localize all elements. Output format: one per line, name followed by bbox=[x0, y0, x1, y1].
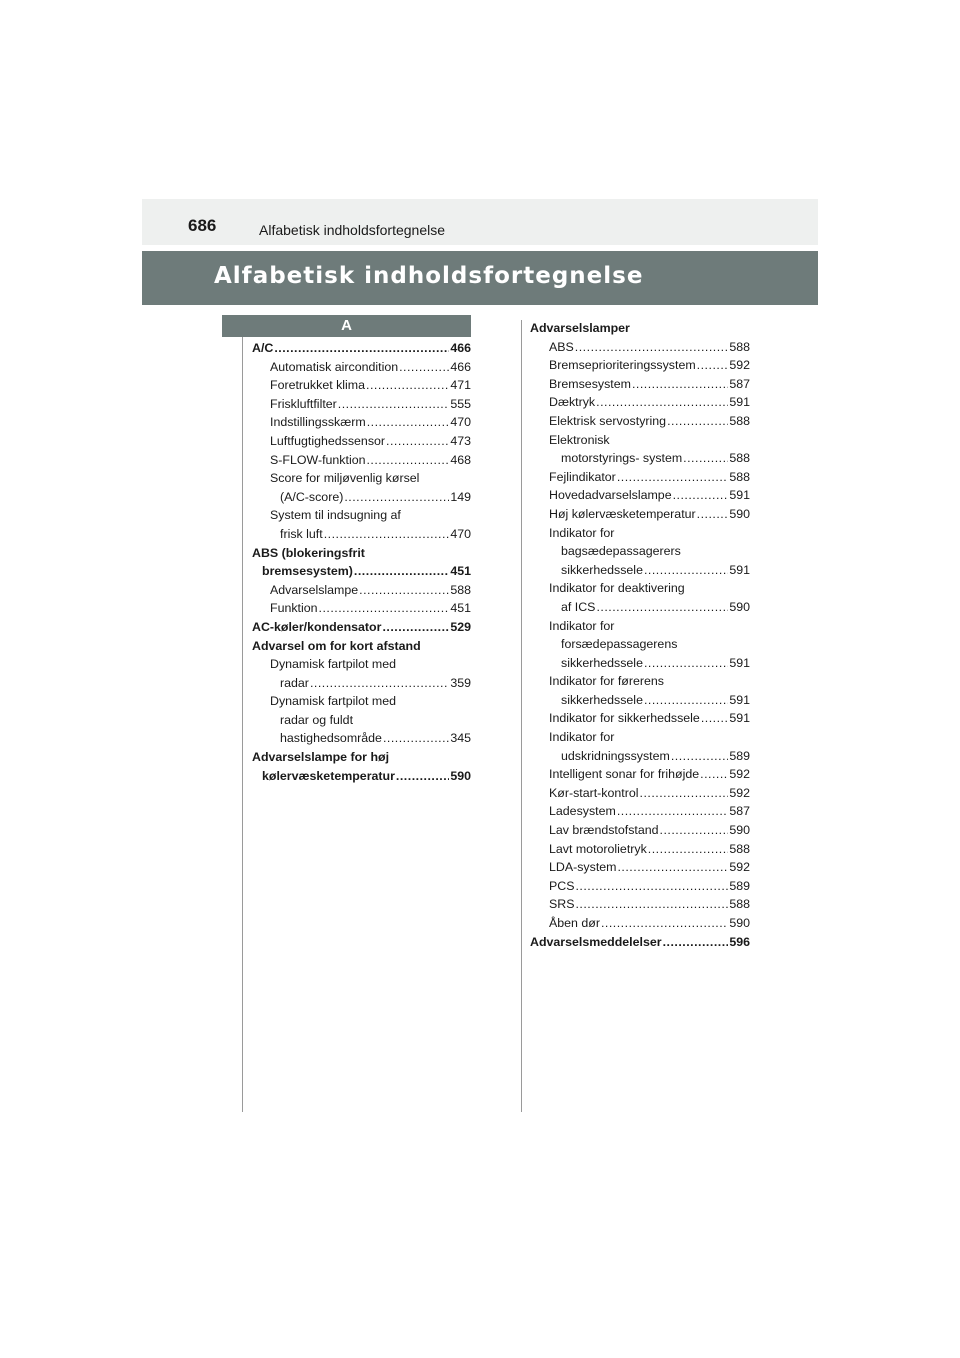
page-number: 686 bbox=[188, 216, 217, 235]
index-subentry-label: forsædepassagerens bbox=[561, 637, 678, 652]
index-subentry[interactable]: Bremseprioriteringssystem ..... 592 bbox=[530, 356, 750, 375]
index-subentry[interactable]: motorstyrings- system ..... 588 bbox=[530, 449, 750, 468]
index-subentry[interactable]: PCS ..... 589 bbox=[530, 877, 750, 896]
index-subentry[interactable]: Luftfugtighedssensor ..... 473 bbox=[252, 432, 471, 451]
index-entry-label: Advarselslamper bbox=[530, 321, 630, 335]
index-subentry[interactable]: Indikator for sikkerhedssele ..... 591 bbox=[530, 709, 750, 728]
index-entry-label: ABS (blokeringsfrit bbox=[252, 545, 365, 560]
index-subentry[interactable]: LDA-system ..... 592 bbox=[530, 858, 750, 877]
index-subentry[interactable]: frisk luft ..... 470 bbox=[252, 525, 471, 544]
letter-heading-a: A bbox=[222, 315, 471, 337]
index-entry-ac-koler[interactable]: AC-køler/kondensator ..... 529 bbox=[252, 618, 471, 637]
index-entry-label: Advarsel om for kort afstand bbox=[252, 638, 421, 653]
index-column-right bbox=[530, 319, 750, 951]
index-subentry[interactable]: radar ..... 359 bbox=[252, 674, 471, 693]
index-column-left bbox=[252, 339, 471, 785]
index-subentry[interactable]: Automatisk aircondition ..... 466 bbox=[252, 358, 471, 377]
index-subentry-label: Dynamisk fartpilot med bbox=[270, 657, 397, 672]
index-subentry[interactable]: Elektrisk servostyring ..... 588 bbox=[530, 412, 750, 431]
index-entry-advarselsmeddelelser[interactable]: Advarselsmeddelelser ..... 596 bbox=[530, 933, 750, 952]
page-title: Alfabetisk indholdsfortegnelse bbox=[214, 263, 644, 289]
index-subentry[interactable]: Åben dør ..... 590 bbox=[530, 914, 750, 933]
running-head: Alfabetisk indholdsfortegnelse bbox=[259, 222, 446, 238]
index-subentry-label: Indikator for deaktivering bbox=[549, 581, 685, 596]
index-subentry[interactable]: Foretrukket klima ..... 471 bbox=[252, 376, 471, 395]
index-subentry[interactable]: sikkerhedssele ..... 591 bbox=[530, 654, 750, 673]
index-subentry[interactable]: Dæktryk ..... 591 bbox=[530, 393, 750, 412]
index-subentry-label: bagsædepassagerers bbox=[561, 544, 681, 559]
index-subentry[interactable]: Kør-start-kontrol ..... 592 bbox=[530, 784, 750, 803]
index-subentry[interactable]: Indstillingsskærm ..... 470 bbox=[252, 413, 471, 432]
header-band bbox=[142, 199, 818, 245]
index-subentry[interactable]: Advarselslampe ..... 588 bbox=[252, 581, 471, 600]
index-subentry[interactable]: sikkerhedssele ..... 591 bbox=[530, 561, 750, 580]
index-subentry[interactable]: ABS ..... 588 bbox=[530, 338, 750, 357]
index-subentry[interactable]: SRS ..... 588 bbox=[530, 895, 750, 914]
index-entry-ac[interactable]: A/C ..... 466 bbox=[252, 339, 471, 358]
index-entry-label: Advarselslampe for høj bbox=[252, 750, 390, 765]
index-subentry[interactable]: (A/C-score) ..... 149 bbox=[252, 488, 471, 507]
index-subentry[interactable]: sikkerhedssele ..... 591 bbox=[530, 691, 750, 710]
index-subentry-label: radar og fuldt bbox=[280, 712, 354, 727]
index-subentry[interactable]: udskridningssystem ..... 589 bbox=[530, 747, 750, 766]
index-subentry[interactable]: Funktion ..... 451 bbox=[252, 599, 471, 618]
index-subentry-label: System til indsugning af bbox=[270, 508, 401, 523]
index-entry-advarselslampe[interactable]: kølervæsketemperatur ..... 590 bbox=[252, 767, 471, 786]
index-subentry[interactable]: Hovedadvarselslampe ..... 591 bbox=[530, 486, 750, 505]
column-rule-left bbox=[242, 320, 243, 1112]
index-subentry[interactable]: hastighedsområde ..... 345 bbox=[252, 729, 471, 748]
index-subentry[interactable]: Fejlindikator ..... 588 bbox=[530, 468, 750, 487]
index-subentry[interactable]: Friskluftfilter ..... 555 bbox=[252, 395, 471, 414]
index-subentry[interactable]: Lavt motorolietryk ..... 588 bbox=[530, 840, 750, 859]
index-subentry[interactable]: Lav brændstofstand ..... 590 bbox=[530, 821, 750, 840]
column-rule-right bbox=[521, 320, 522, 1112]
index-subentry[interactable]: Høj kølervæsketemperatur ..... 590 bbox=[530, 505, 750, 524]
index-subentry-label: Indikator for bbox=[549, 618, 615, 633]
index-entry-abs[interactable]: bremsesystem) ..... 451 bbox=[252, 562, 471, 581]
index-subentry-label: Indikator for bbox=[549, 525, 615, 540]
index-subentry-label: Elektronisk bbox=[549, 432, 610, 447]
index-subentry[interactable]: af ICS ..... 590 bbox=[530, 598, 750, 617]
index-subentry[interactable]: Intelligent sonar for frihøjde ..... 592 bbox=[530, 765, 750, 784]
index-subentry-label: Score for miljøvenlig kørsel bbox=[270, 471, 420, 486]
index-subentry[interactable]: Bremsesystem ..... 587 bbox=[530, 375, 750, 394]
index-subentry-label: Dynamisk fartpilot med bbox=[270, 694, 397, 709]
index-subentry[interactable]: Ladesystem ..... 587 bbox=[530, 802, 750, 821]
index-subentry[interactable]: S-FLOW-funktion ..... 468 bbox=[252, 451, 471, 470]
index-subentry-label: Indikator for førerens bbox=[549, 674, 665, 689]
index-subentry-label: Indikator for bbox=[549, 730, 615, 745]
